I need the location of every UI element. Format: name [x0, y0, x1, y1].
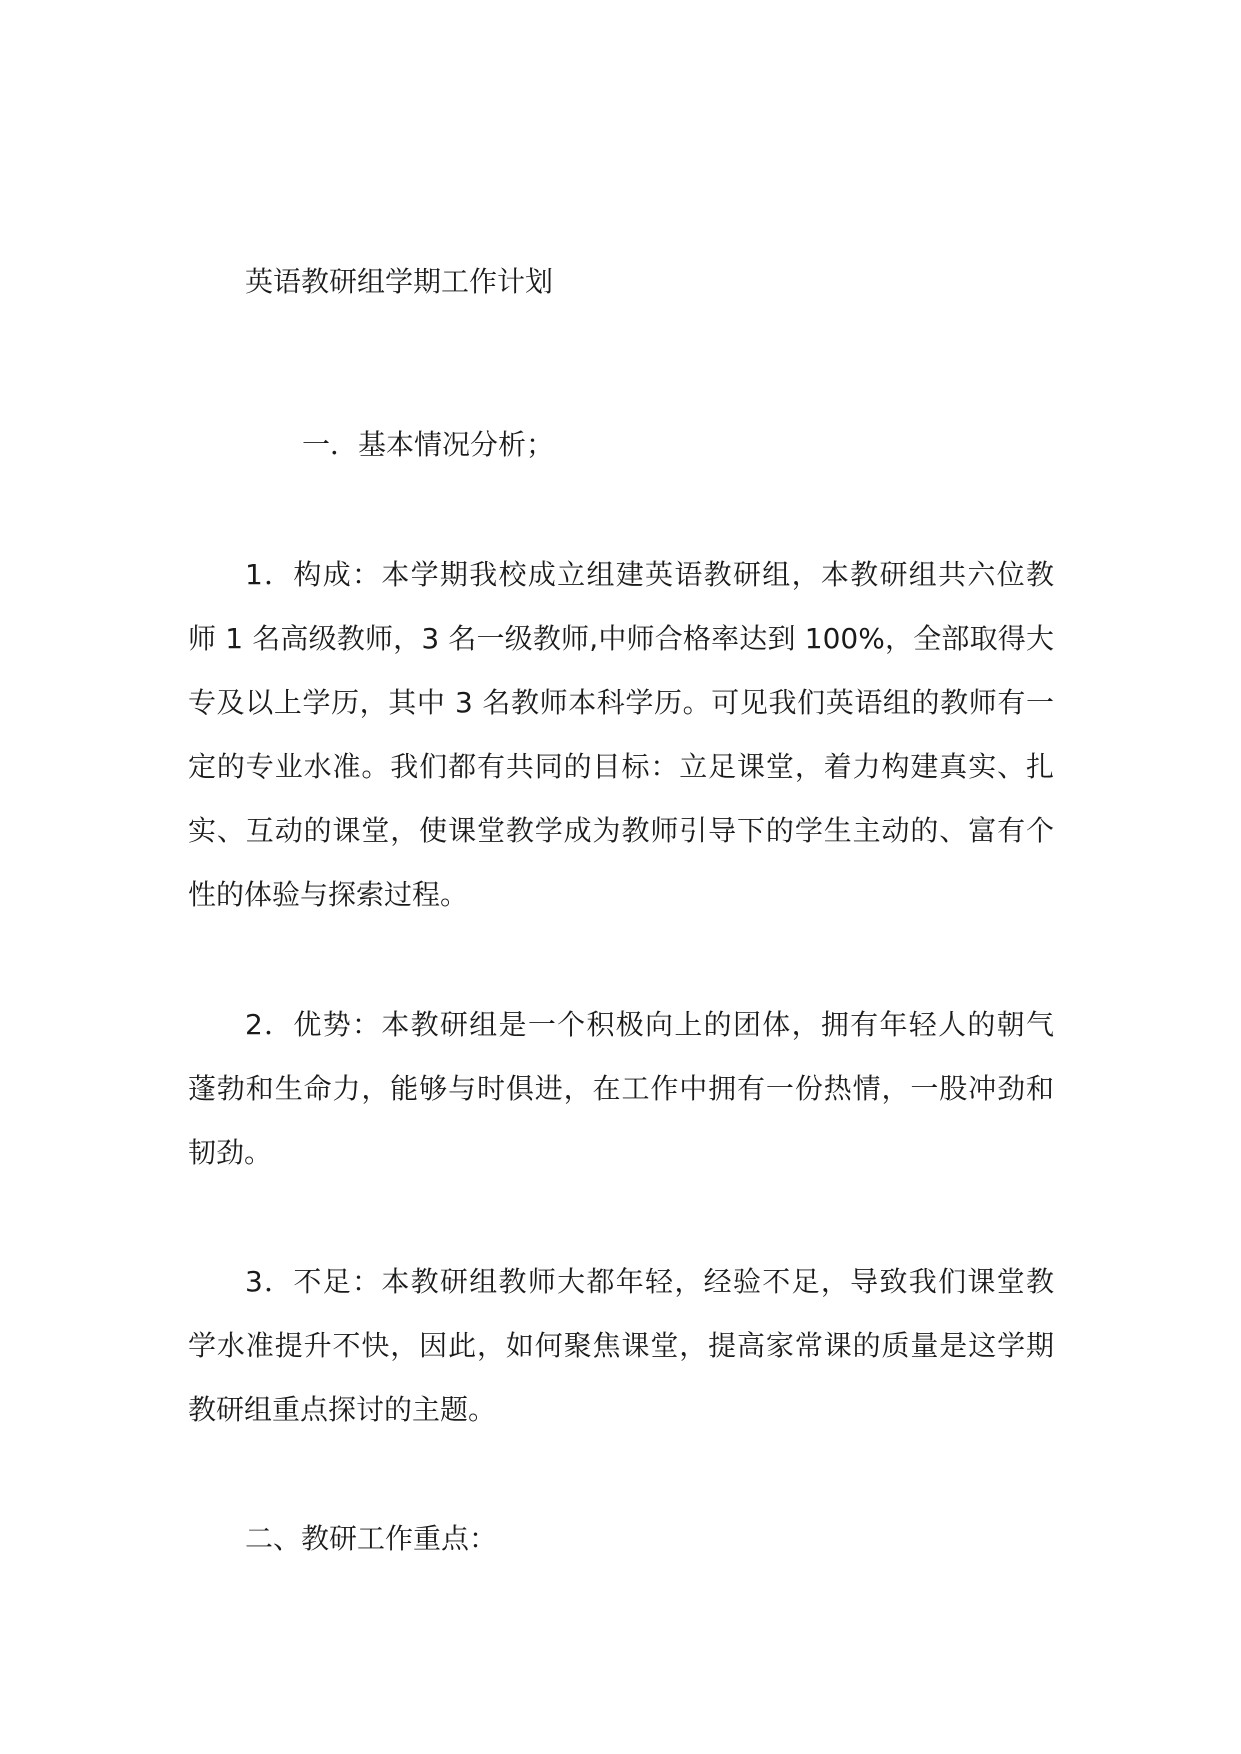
paragraph-1-line-5: 实、互动的课堂，使课堂教学成为教师引导下的学生主动的、富有个 [188, 814, 1054, 847]
paragraph-2-line-3: 韧劲。 [188, 1136, 273, 1169]
paragraph-1-line-6: 性的体验与探索过程。 [188, 878, 469, 911]
section-heading-2: 二、教研工作重点： [245, 1522, 498, 1555]
paragraph-3-line-2: 学水准提升不快，因此，如何聚焦课堂，提高家常课的质量是这学期 [188, 1329, 1054, 1362]
paragraph-1-line-4: 定的专业水准。我们都有共同的目标：立足课堂，着力构建真实、扎 [188, 750, 1054, 783]
paragraph-2-line-1: 2．优势：本教研组是一个积极向上的团体，拥有年轻人的朝气 [245, 1008, 1054, 1041]
section-heading-1: 一．基本情况分析； [302, 428, 555, 461]
paragraph-3-line-3: 教研组重点探讨的主题。 [188, 1393, 497, 1426]
paragraph-1-line-1: 1．构成：本学期我校成立组建英语教研组，本教研组共六位教 [245, 558, 1054, 591]
paragraph-1-line-3: 专及以上学历，其中 3 名教师本科学历。可见我们英语组的教师有一 [188, 686, 1054, 719]
paragraph-3-line-1: 3．不足：本教研组教师大都年轻，经验不足，导致我们课堂教 [245, 1265, 1054, 1298]
paragraph-2-line-2: 蓬勃和生命力，能够与时俱进，在工作中拥有一份热情，一股冲劲和 [188, 1072, 1054, 1105]
paragraph-1-line-2: 师 1 名高级教师，3 名一级教师,中师合格率达到 100%，全部取得大 [188, 622, 1054, 655]
document-title: 英语教研组学期工作计划 [245, 265, 554, 298]
